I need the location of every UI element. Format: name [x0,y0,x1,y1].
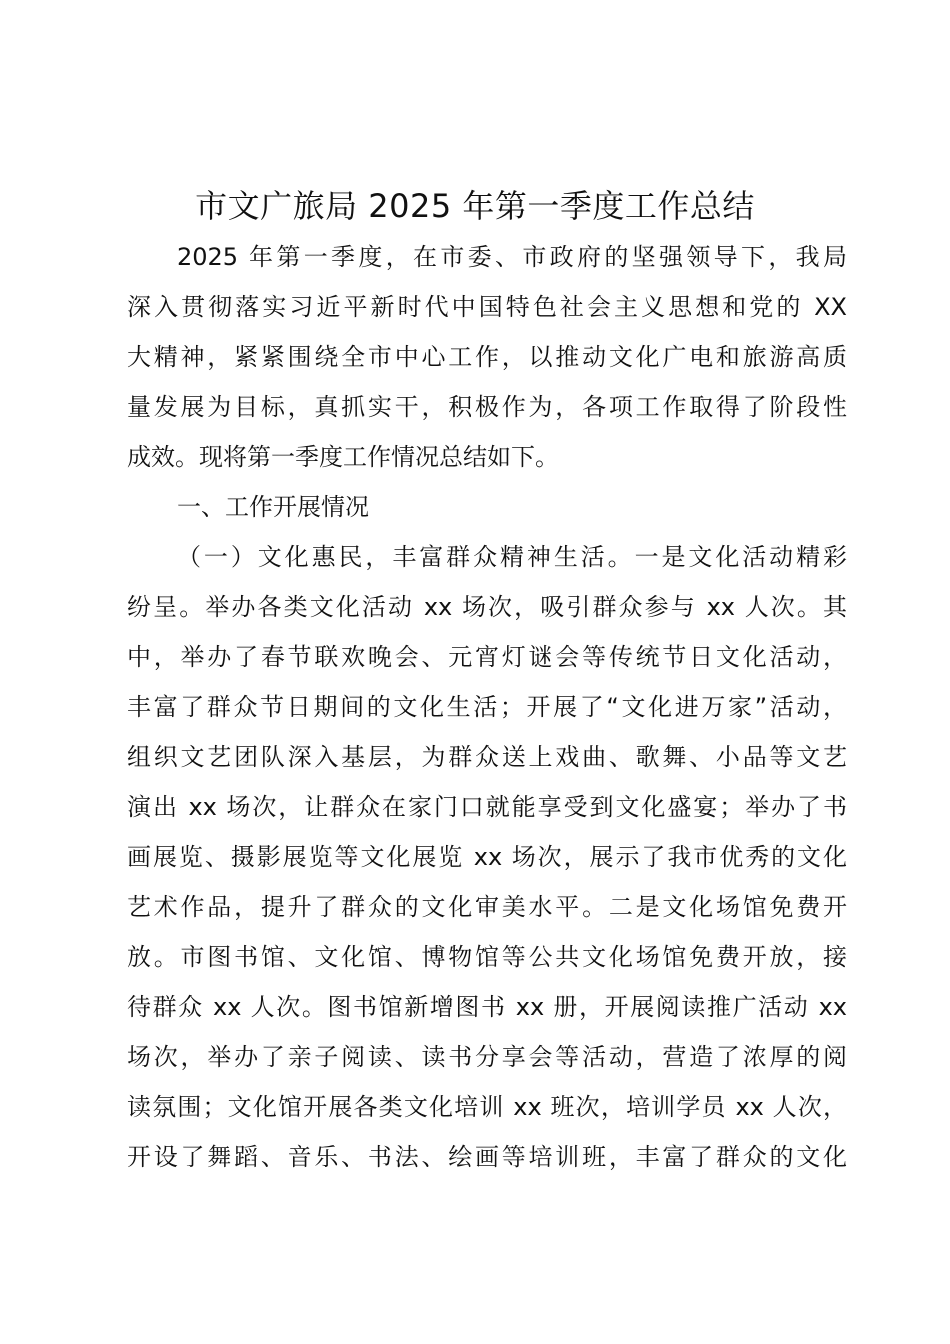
paragraph-line: 纷呈。举办各类文化活动 xx 场次，吸引群众参与 xx 人次。其 [127,593,847,621]
paragraph-line: 深入贯彻落实习近平新时代中国特色社会主义思想和党的 XX [127,293,847,321]
paragraph-line: 画展览、摄影展览等文化展览 xx 场次，展示了我市优秀的文化 [127,843,847,871]
paragraph-line: 待群众 xx 人次。图书馆新增图书 xx 册，开展阅读推广活动 xx [127,993,847,1021]
document-body [127,232,847,1182]
paragraph-line: 放。市图书馆、文化馆、博物馆等公共文化场馆免费开放，接 [127,943,847,971]
section-heading: 一、工作开展情况 [177,493,369,521]
paragraph-line: 演出 xx 场次，让群众在家门口就能享受到文化盛宴；举办了书 [127,793,847,821]
paragraph-line: 量发展为目标，真抓实干，积极作为，各项工作取得了阶段性 [127,393,847,421]
paragraph-line: 开设了舞蹈、音乐、书法、绘画等培训班，丰富了群众的文化 [127,1143,847,1171]
paragraph-line: 场次，举办了亲子阅读、读书分享会等活动，营造了浓厚的阅 [127,1043,847,1071]
paragraph-line: 大精神，紧紧围绕全市中心工作，以推动文化广电和旅游高质 [127,343,847,371]
paragraph-line: 丰富了群众节日期间的文化生活；开展了“文化进万家”活动， [127,693,847,721]
paragraph-line: 中，举办了春节联欢晚会、元宵灯谜会等传统节日文化活动， [127,643,847,671]
paragraph-line: 读氛围；文化馆开展各类文化培训 xx 班次，培训学员 xx 人次， [127,1093,847,1121]
paragraph-line: （一）文化惠民，丰富群众精神生活。一是文化活动精彩 [177,543,847,571]
paragraph-line: 艺术作品，提升了群众的文化审美水平。二是文化场馆免费开 [127,893,847,921]
paragraph-line: 2025 年第一季度，在市委、市政府的坚强领导下，我局 [177,243,847,271]
paragraph-line: 成效。现将第一季度工作情况总结如下。 [127,443,559,471]
document-title: 市文广旅局 2025 年第一季度工作总结 [195,187,755,225]
paragraph-line: 组织文艺团队深入基层，为群众送上戏曲、歌舞、小品等文艺 [127,743,847,771]
